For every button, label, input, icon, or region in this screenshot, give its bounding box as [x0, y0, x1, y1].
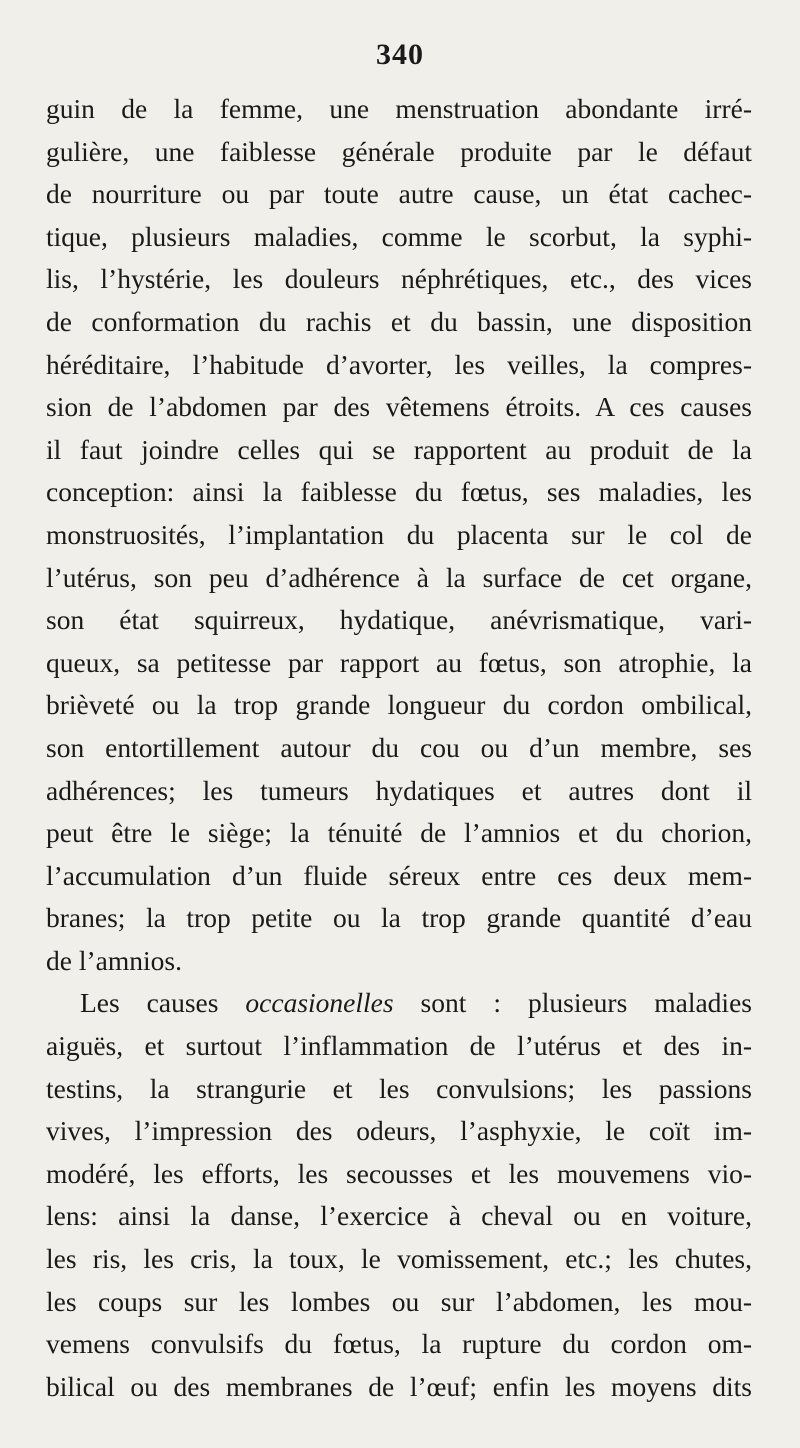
text-line: son entortillement autour du cou ou d’un membre, ses — [46, 731, 752, 763]
text-line: l’utérus, son peu d’adhérence à la surface de cet organe, — [46, 561, 752, 593]
text-line: queux, sa petitesse par rapport au fœtus, son atrophie, la — [46, 646, 752, 678]
text-line: conception: ainsi la faiblesse du fœtus, ses maladies, les — [46, 476, 752, 508]
text-line: vives, l’impression des odeurs, l’asphyxie, le coït im- — [46, 1115, 752, 1147]
text-line: de conformation du rachis et du bassin, une disposition — [46, 305, 752, 337]
text-line: son état squirreux, hydatique, anévrismatique, vari- — [46, 604, 752, 636]
text-line: peut être le siège; la ténuité de l’amnios et du chorion, — [46, 817, 752, 849]
text-line: monstruosités, l’implantation du placenta sur le col de — [46, 518, 752, 550]
text-line: lens: ainsi la danse, l’exercice à cheval ou en voiture, — [46, 1200, 752, 1232]
text-line: vemens convulsifs du fœtus, la rupture du cordon om- — [46, 1328, 752, 1360]
italic-term: occasionelles — [245, 987, 394, 1019]
text-line: lis, l’hystérie, les douleurs néphrétiques, etc., des vices — [46, 263, 752, 295]
page-number: 340 — [376, 38, 424, 71]
text-line: testins, la strangurie et les convulsions; les passions — [46, 1072, 752, 1104]
text-line: branes; la trop petite ou la trop grande quantité d’eau — [46, 902, 752, 934]
text-run: Les causes — [80, 987, 246, 1019]
text-line: bilical ou des membranes de l’œuf; enfin les moyens dits — [46, 1370, 752, 1402]
text-line: gulière, une faiblesse générale produite par le défaut — [46, 135, 752, 167]
text-line: les ris, les cris, la toux, le vomissement, etc.; les chutes, — [46, 1243, 752, 1275]
text-line: guin de la femme, une menstruation abondante irré- — [46, 93, 752, 124]
text-run: sont : plusieurs maladies — [393, 987, 752, 1019]
text-line: de l’amnios. — [46, 944, 182, 976]
text-line: de nourriture ou par toute autre cause, un état cachec- — [46, 178, 752, 210]
text-line: il faut joindre celles qui se rapportent au produit de la — [46, 433, 752, 465]
body-text — [46, 88, 752, 1408]
text-line: modéré, les efforts, les secousses et les mouvemens vio- — [46, 1157, 752, 1189]
text-line: sion de l’abdomen par des vêtemens étroits. A ces causes — [46, 391, 752, 423]
text-line: brièveté ou la trop grande longueur du cordon ombilical, — [46, 689, 752, 721]
text-line: tique, plusieurs maladies, comme le scorbut, la syphi- — [46, 220, 752, 252]
text-line: aiguës, et surtout l’inflammation de l’utérus et des in- — [46, 1030, 752, 1062]
text-line: l’accumulation d’un fluide séreux entre ces deux mem- — [46, 859, 752, 891]
text-line: héréditaire, l’habitude d’avorter, les veilles, la compres- — [46, 348, 752, 380]
paragraph-start-line — [46, 982, 752, 1025]
text-line: les coups sur les lombes ou sur l’abdomen, les mou- — [46, 1285, 752, 1317]
text-line: adhérences; les tumeurs hydatiques et autres dont il — [46, 774, 752, 806]
